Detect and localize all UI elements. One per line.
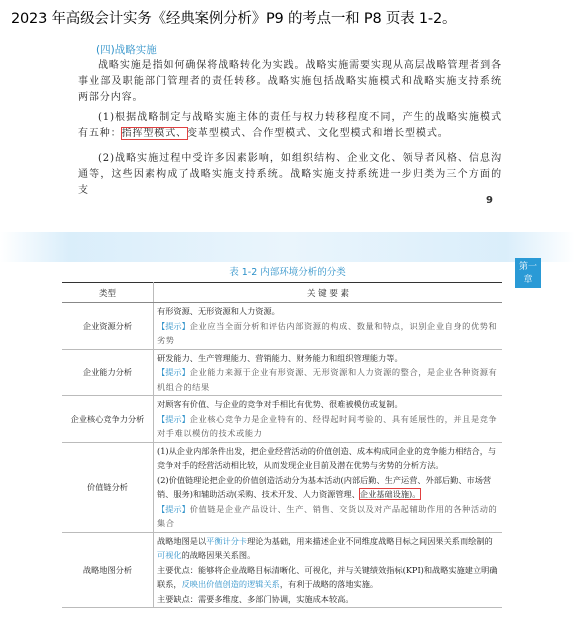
row-line	[157, 412, 499, 441]
table-row	[62, 442, 502, 532]
row-elements	[154, 396, 503, 443]
tip-text: 价值链是企业产品设计、生产、销售、交货以及对产品起辅助作用的各种活动的集合	[157, 503, 498, 528]
row-line	[157, 563, 499, 592]
table-row	[62, 349, 502, 396]
page-number: 9	[486, 195, 493, 206]
row-type: 企业核心竞争力分析	[62, 396, 154, 443]
value-chain-activities: (2)价值链理论把企业的价值创造活动分为基本活动(内部后勤、生产运营、外部后勤、市场营销、服务)和辅助活动(采购、技术开发、人力资源管理、	[157, 474, 492, 499]
highlighted-command-mode: 指挥型模式、	[121, 128, 188, 139]
para2-text-before: (1)根据战略制定与战略实施主体的责任与权力转移程度不同，产生的战略实施模式有五种：	[78, 112, 502, 139]
row-line: 有形资源、无形资源和人力资源。	[157, 306, 280, 316]
row-elements	[154, 442, 503, 532]
text-segment: 战略地图是以	[157, 535, 207, 546]
row-type: 企业能力分析	[62, 349, 154, 396]
row-line: 主要缺点：需要多维度、多部门协调，实施成本较高。	[157, 593, 354, 604]
tip-label: 【提示】	[157, 367, 190, 377]
text-segment: ，有利于战略的落地实施。	[279, 579, 379, 589]
text-segment: 的战略因果关系图。	[181, 550, 256, 560]
row-line	[157, 319, 499, 348]
text-segment: 理论为基础，用来描述企业不同维度战略目标之间因果关系而绘制的	[247, 535, 493, 546]
text-segment: 主要优点：能够将企业战略目标清晰化、可视化，并与关键绩效指标(KPI)和战略实施建立明确联系，	[157, 564, 498, 589]
row-line: 对顾客有价值、与企业的竞争对手相比有优势、很难被模仿或复制。	[157, 399, 403, 409]
tip-text: 企业应当全面分析和评估内部资源的构成、数量和特点，识别企业自身的优势和劣势	[157, 320, 498, 345]
keyword-visualization: 可视化	[157, 550, 182, 560]
internal-environment-table	[62, 282, 502, 608]
row-elements	[154, 532, 503, 608]
tip-label: 【提示】	[157, 320, 190, 331]
row-line	[157, 502, 499, 531]
highlighted-infrastructure: 企业基础设施)。	[359, 489, 421, 499]
paragraph-strategy-implementation: 战略实施是指如何确保将战略转化为实践。战略实施需要实现从高层战略管理者到各事业部及职能部门管理者的责任转移。战略实施包括战略实施模式和战略实施支持系统两部分内容。	[78, 60, 502, 103]
paragraph-support-system: (2)战略实施过程中受许多因素影响，如组织结构、企业文化、领导者风格、信息沟通等，这些因素构成了战略实施支持系统。战略实施支持系统进一步归类为三个方面的支	[78, 153, 502, 196]
page-caption: 2023 年高级会计实务《经典案例分析》P9 的考点一和 P8 页表 1-2。	[11, 11, 457, 27]
row-elements	[154, 303, 503, 350]
row-line	[157, 534, 499, 563]
keyword-value-logic: 反映出价值创造的逻辑关系	[181, 579, 280, 589]
table-title: 表 1-2 内部环境分析的分类	[229, 267, 346, 278]
tip-label: 【提示】	[157, 413, 190, 424]
table-header-type: 类型	[62, 283, 154, 303]
row-type: 战略地图分析	[62, 532, 154, 608]
row-line	[157, 365, 499, 394]
chapter-tab-line2: 章	[523, 275, 533, 285]
page-divider-band	[0, 232, 575, 262]
row-type: 企业资源分析	[62, 303, 154, 350]
tip-text: 企业核心竞争力是企业特有的、经得起时间考验的、具有延展性的，并且是竞争对手难以模仿的技术或能力	[157, 413, 498, 438]
table-header-key-elements: 关 键 要 素	[154, 283, 503, 303]
row-elements	[154, 349, 503, 396]
tip-label: 【提示】	[157, 503, 190, 514]
row-line: (1)从企业内部条件出发，把企业经营活动的价值创造、成本构成同企业的竞争能力相结合，与竞争对手的经营活动相比较，从而发现企业目前及潜在优势与劣势的分析方法。	[157, 445, 497, 470]
keyword-balanced-scorecard: 平衡计分卡	[206, 535, 248, 546]
paragraph-implementation-modes	[78, 110, 502, 142]
table-row	[62, 396, 502, 443]
para2-text-after: 变革型模式、合作型模式、文化型模式和增长型模式。	[187, 128, 449, 139]
section-title: (四)战略实施	[96, 44, 157, 56]
chapter-tab-line1: 第一	[518, 262, 537, 272]
row-line	[157, 473, 499, 502]
table-row	[62, 303, 502, 350]
row-type: 价值链分析	[62, 442, 154, 532]
row-line: 研发能力、生产管理能力、营销能力、财务能力和组织管理能力等。	[157, 352, 403, 363]
table-row	[62, 532, 502, 608]
tip-text: 企业能力来源于企业有形资源、无形资源和人力资源的整合，是企业各种资源有机组合的结果	[157, 367, 498, 392]
